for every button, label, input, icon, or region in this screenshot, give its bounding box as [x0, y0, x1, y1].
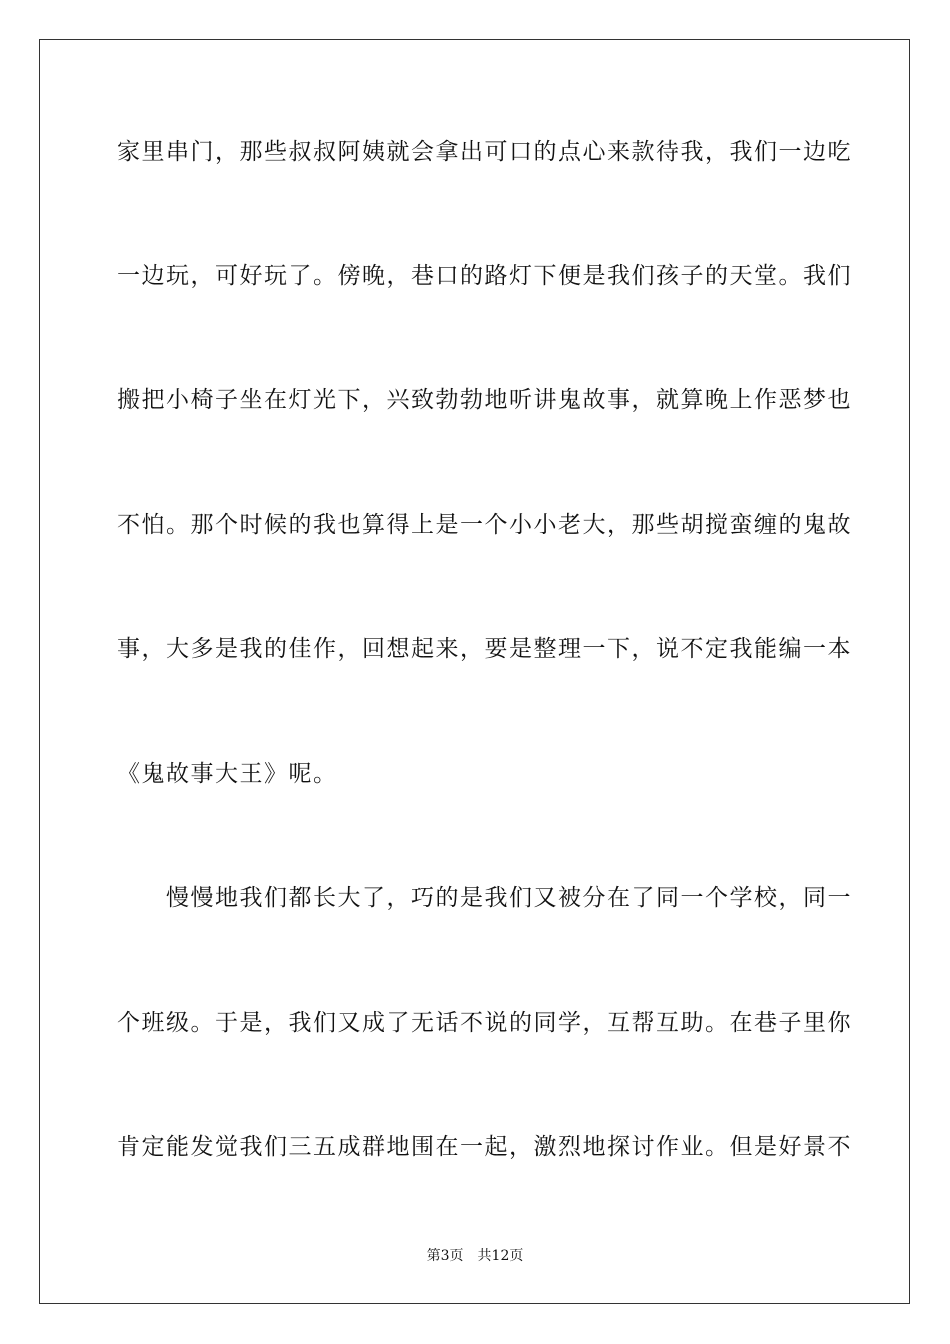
- text-line: 一边玩，可好玩了。傍晚，巷口的路灯下便是我们孩子的天堂。我们: [117, 263, 852, 289]
- text-line: 个班级。于是，我们又成了无话不说的同学，互帮互助。在巷子里你: [117, 1010, 852, 1036]
- text-line: 搬把小椅子坐在灯光下，兴致勃勃地听讲鬼故事，就算晚上作恶梦也: [117, 387, 852, 413]
- page-number-footer: 第3页 共12页: [426, 1248, 524, 1264]
- text-line: 不怕。那个时候的我也算得上是一个小小老大，那些胡搅蛮缠的鬼故: [117, 512, 852, 538]
- text-line: 事，大多是我的佳作，回想起来，要是整理一下，说不定我能编一本: [117, 636, 852, 662]
- page-border: [39, 39, 910, 1304]
- text-line: 家里串门，那些叔叔阿姨就会拿出可口的点心来款待我，我们一边吃: [117, 139, 852, 165]
- text-line: 《鬼故事大王》呢。: [117, 761, 338, 787]
- text-line: 肯定能发觉我们三五成群地围在一起，激烈地探讨作业。但是好景不: [117, 1134, 852, 1160]
- text-line: 慢慢地我们都长大了，巧的是我们又被分在了同一个学校，同一: [117, 885, 852, 911]
